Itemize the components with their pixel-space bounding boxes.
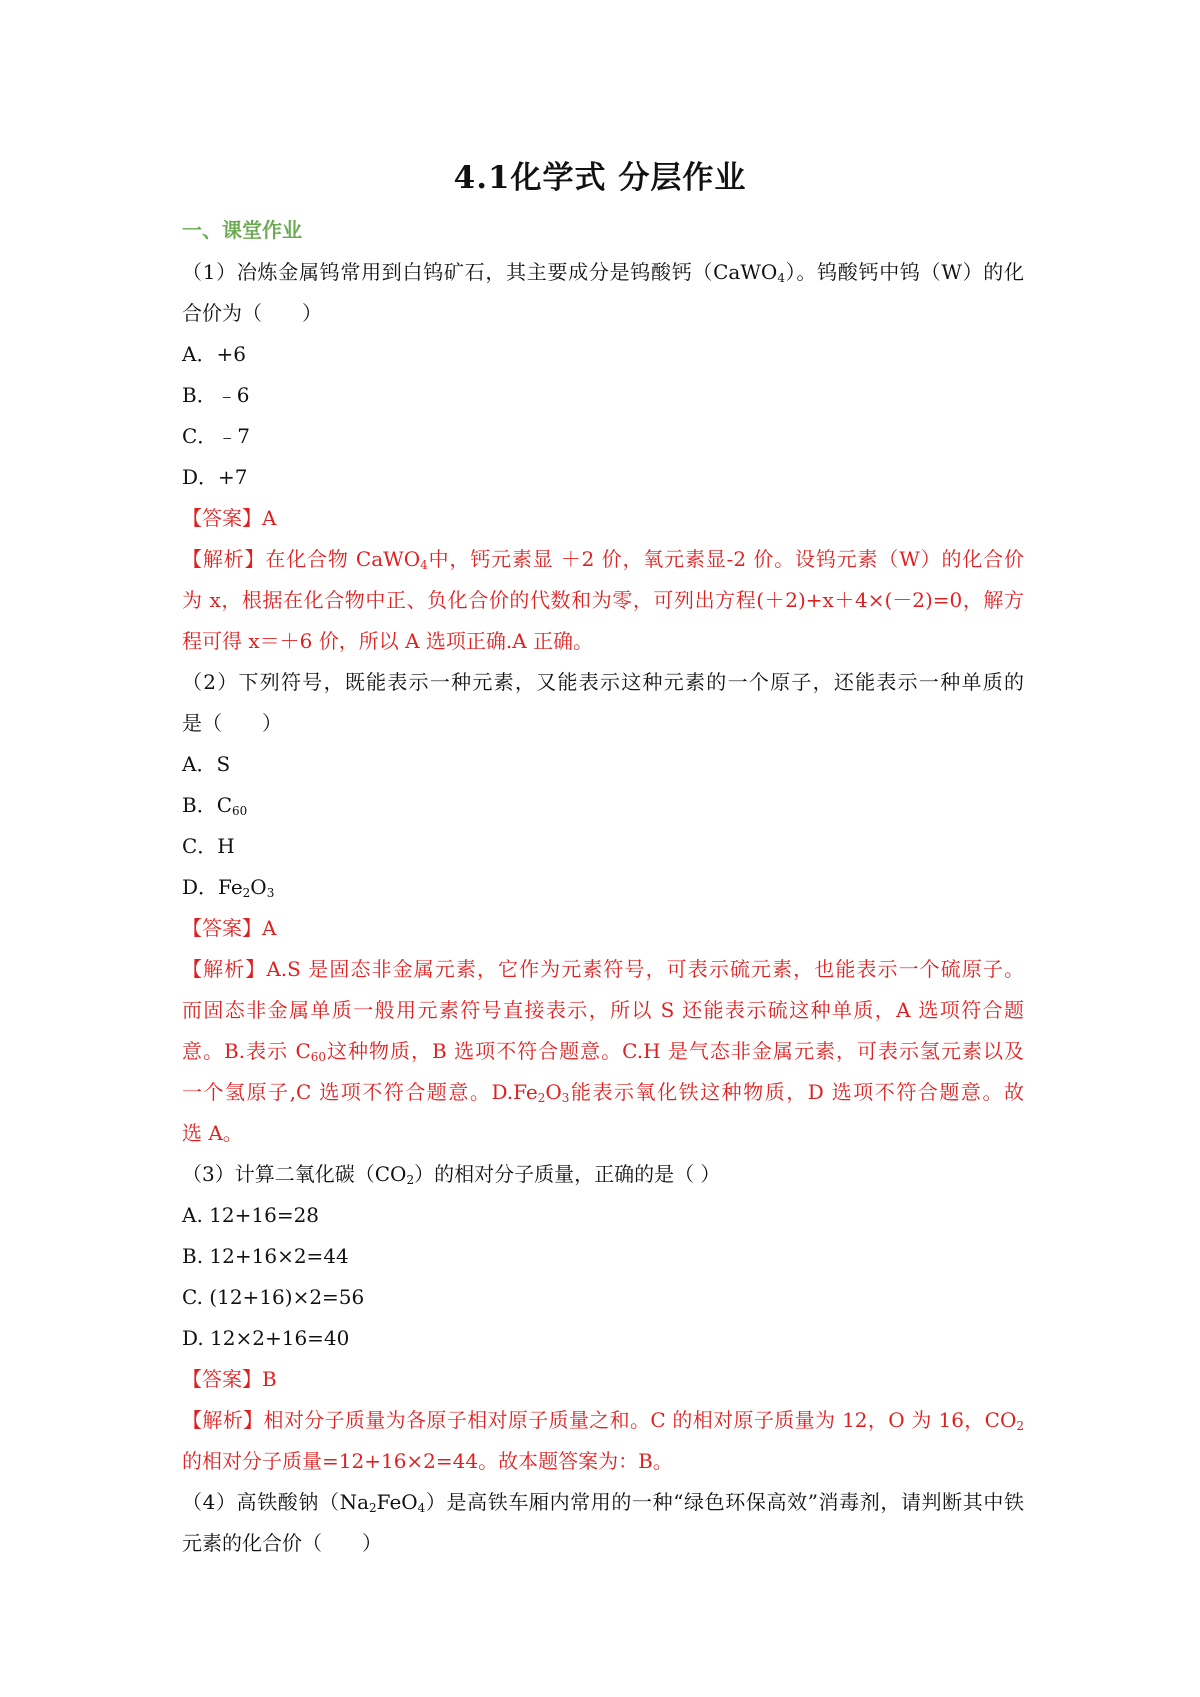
text-segment: 选 A。 [182,1121,243,1145]
answer-option [182,375,1024,416]
subscript: 4 [417,1501,426,1515]
analysis-line [182,539,1024,580]
questions-content [182,252,1024,1564]
question-stem-line [182,252,1024,293]
analysis-line [182,1113,1024,1154]
text-segment: 意。B.表示 C [182,1039,311,1063]
text-segment: 是（ ） [182,711,282,735]
text-segment: 合价为（ ） [182,301,322,325]
text-segment: （2）下列符号，既能表示一种元素，又能表示这种元素的一个原子，还能表示一种单质的 [182,670,1024,694]
text-segment: 中，钙元素显 ＋2 价，氧元素显-2 价。设钨元素（W）的化合价 [427,547,1024,571]
text-segment: （1）冶炼金属钨常用到白钨矿石，其主要成分是钨酸钙（CaWO [182,260,778,284]
subscript: 2 [1016,1419,1024,1433]
answer-key: 【答案】A [182,916,277,940]
subscript: 60 [310,1050,327,1064]
text-segment: （3）计算二氧化碳（CO [182,1162,407,1186]
analysis-line [182,1031,1024,1072]
question-stem-line [182,1154,1024,1195]
answer-option [182,334,1024,375]
text-segment: ）。钨酸钙中钨（W）的化 [784,260,1025,284]
answer-option [182,1195,1024,1236]
text-segment: O [545,1080,562,1104]
answer-option [182,867,1024,908]
text-segment: ）的相对分子质量，正确的是（ ） [414,1162,721,1186]
answer-option [182,785,1024,826]
text-segment: B．C [182,793,232,817]
text-segment: 元素的化合价（ ） [182,1531,382,1555]
text-segment: ）是高铁车厢内常用的一种“绿色环保高效”消毒剂，请判断其中铁 [425,1490,1024,1514]
text-segment: C．H [182,834,235,858]
question-stem-line [182,1523,1024,1564]
subscript: 2 [242,886,251,900]
answer-key: 【答案】A [182,506,277,530]
text-segment: 的相对分子质量=12+16×2=44。故本题答案为：B。 [182,1449,673,1473]
answer-option [182,1318,1024,1359]
question-stem-line [182,662,1024,703]
subscript: 2 [369,1501,377,1515]
analysis-line [182,1441,1024,1482]
analysis-line [182,621,1024,662]
question-stem-line [182,1482,1024,1523]
text-segment: FeO [376,1490,418,1514]
text-segment: B．﹣6 [182,383,250,407]
subscript: 2 [406,1173,415,1187]
text-segment: A. 12+16=28 [182,1203,320,1227]
text-segment: D. 12×2+16=40 [182,1326,350,1350]
subscript: 60 [232,804,248,818]
text-segment: 为 x，根据在化合物中正、负化合价的代数和为零，可列出方程(＋2)+x＋4×(－2)=0，解方 [182,588,1024,612]
analysis-line [182,990,1024,1031]
question-stem-line [182,703,1024,744]
answer-option [182,1277,1024,1318]
text-segment: 程可得 x＝＋6 价，所以 A 选项正确.A 正确。 [182,629,594,653]
text-segment: 【解析】相对分子质量为各原子相对原子质量之和。C 的相对原子质量为 12，O 为 16，CO [182,1408,1017,1432]
text-segment: A．+6 [182,342,246,366]
subscript: 4 [420,558,428,572]
analysis-line [182,1072,1024,1113]
text-segment: C. (12+16)×2=56 [182,1285,365,1309]
text-segment: D．Fe [182,875,243,899]
analysis-line [182,1400,1024,1441]
text-segment: O [250,875,267,899]
analysis-line [182,949,1024,990]
text-segment: 而固态非金属单质一般用元素符号直接表示，所以 S 还能表示硫这种单质，A 选项符合题 [182,998,1024,1022]
question-stem-line [182,293,1024,334]
answer-option [182,826,1024,867]
answer-option [182,416,1024,457]
answer-key: 【答案】B [182,1367,277,1391]
subscript: 3 [266,886,275,900]
text-segment: 【解析】A.S 是固态非金属元素，它作为元素符号，可表示硫元素，也能表示一个硫原子。 [182,957,1024,981]
text-segment: C．﹣7 [182,424,251,448]
subscript: 3 [561,1091,570,1105]
text-segment: B. 12+16×2=44 [182,1244,349,1268]
answer-option [182,1236,1024,1277]
analysis-line [182,580,1024,621]
section-heading: 一、课堂作业 [182,218,302,242]
subscript: 2 [537,1091,546,1105]
answer-option [182,457,1024,498]
text-segment: 一个氢原子,C 选项不符合题意。D.Fe [182,1080,538,1104]
text-segment: 能表示氧化铁这种物质，D 选项不符合题意。故 [569,1080,1024,1104]
text-segment: （4）高铁酸钠（Na [182,1490,370,1514]
text-segment: 这种物质，B 选项不符合题意。C.H 是气态非金属元素，可表示氢元素以及 [326,1039,1024,1063]
text-segment: D．+7 [182,465,248,489]
text-segment: 【解析】在化合物 CaWO [182,547,421,571]
page-title: 4.1化学式 分层作业 [453,160,747,196]
text-segment: A．S [182,752,231,776]
subscript: 4 [777,271,785,285]
answer-option [182,744,1024,785]
